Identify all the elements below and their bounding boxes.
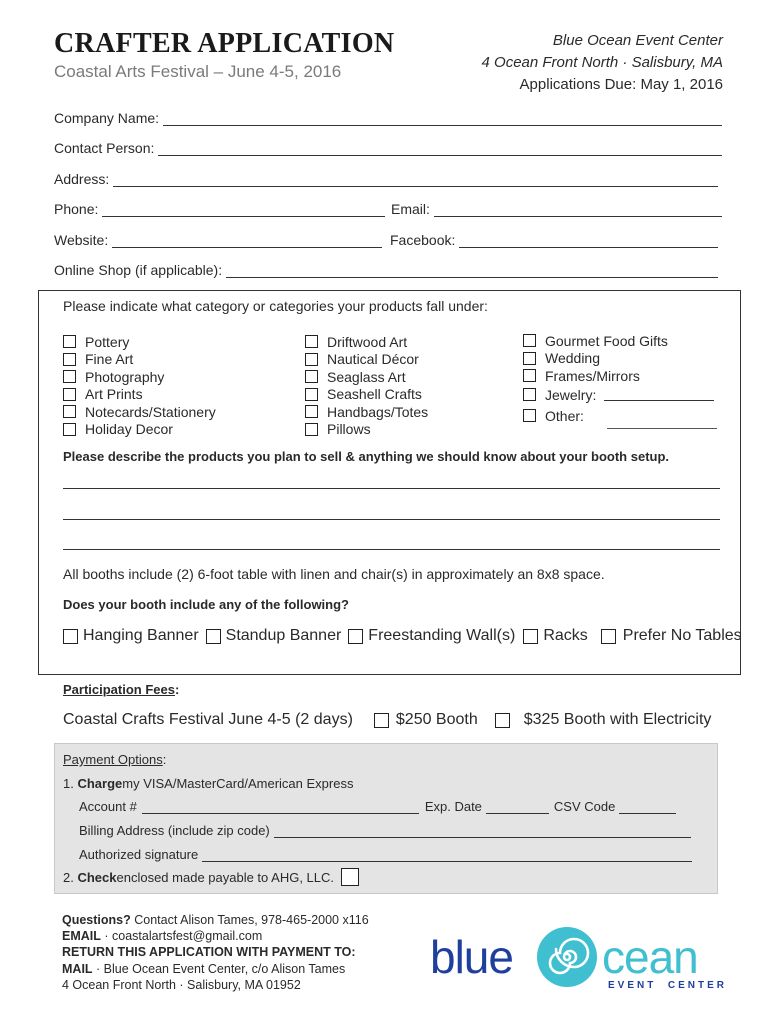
page-subtitle: Coastal Arts Festival – June 4-5, 2016 <box>54 62 342 81</box>
return-line: RETURN THIS APPLICATION WITH PAYMENT TO: <box>62 945 356 960</box>
category-item[interactable]: Driftwood Art <box>305 333 428 351</box>
checkbox[interactable] <box>523 629 538 644</box>
category-item[interactable]: Art Prints <box>63 386 216 404</box>
checkbox[interactable] <box>348 629 363 644</box>
online-shop-input-line[interactable] <box>226 264 718 278</box>
address-input-line[interactable] <box>113 173 718 187</box>
payment-heading-wrap: Payment Options : <box>63 752 167 767</box>
venue-name: Blue Ocean Event Center <box>552 32 723 49</box>
facebook-field[interactable] <box>390 232 718 248</box>
checkbox[interactable] <box>305 370 318 383</box>
other-input-line[interactable] <box>607 428 717 429</box>
booth-question: Does your booth include any of the following? <box>63 597 349 612</box>
category-column-1 <box>63 333 216 438</box>
category-item[interactable]: Seaglass Art <box>305 368 428 386</box>
payment-panel <box>54 743 718 894</box>
csv-label: CSV Code <box>553 799 616 814</box>
website-field[interactable] <box>54 232 382 248</box>
category-item[interactable]: Gourmet Food Gifts <box>523 332 714 350</box>
questions-line: Questions? Contact Alison Tames, 978-465-2000 x116 <box>62 913 369 927</box>
website-facebook-row <box>54 228 718 248</box>
category-item-other[interactable]: Other: <box>523 405 714 427</box>
category-item[interactable]: Seashell Crafts <box>305 386 428 404</box>
category-item[interactable]: Frames/Mirrors <box>523 367 714 385</box>
checkbox[interactable] <box>63 405 76 418</box>
fee-option-325: $325 Booth with Electricity <box>523 711 712 728</box>
billing-label: Billing Address (include zip code) <box>79 823 270 838</box>
booth-option: Standup Banner <box>225 627 342 644</box>
signature-input-line[interactable] <box>202 850 692 862</box>
contact-label: Contact Person: <box>54 140 155 156</box>
phone-input-line[interactable] <box>102 203 385 217</box>
checkbox[interactable] <box>305 353 318 366</box>
checkbox[interactable] <box>374 713 389 728</box>
fees-row <box>63 711 711 729</box>
checkbox[interactable] <box>601 629 616 644</box>
csv-input-line[interactable] <box>619 802 676 814</box>
jewelry-input-line[interactable] <box>604 389 714 401</box>
checkbox[interactable] <box>305 405 318 418</box>
checkbox[interactable] <box>206 629 221 644</box>
email-label: Email: <box>391 201 430 217</box>
checkbox[interactable] <box>523 334 536 347</box>
contact-input-line[interactable] <box>158 142 722 156</box>
blue-ocean-logo <box>430 922 728 997</box>
category-item[interactable]: Handbags/Totes <box>305 403 428 421</box>
exp-label: Exp. Date <box>424 799 482 814</box>
checkbox[interactable] <box>523 409 536 422</box>
checkbox[interactable] <box>305 388 318 401</box>
category-prompt: Please indicate what category or categories your products fall under: <box>63 298 488 314</box>
mail-line: MAIL · Blue Ocean Event Center, c/o Alison Tames <box>62 961 346 976</box>
payment-heading: Payment Options <box>63 752 163 767</box>
signature-label: Authorized signature <box>79 847 199 862</box>
checkbox[interactable] <box>523 352 536 365</box>
checkbox[interactable] <box>63 629 78 644</box>
checkbox[interactable] <box>63 423 76 436</box>
facebook-label: Facebook: <box>390 232 456 248</box>
checkbox[interactable] <box>523 369 536 382</box>
category-item[interactable]: Notecards/Stationery <box>63 403 216 421</box>
billing-row <box>79 823 691 838</box>
describe-line-2[interactable] <box>63 519 720 520</box>
phone-email-row <box>54 197 722 217</box>
fees-heading: Participation Fees <box>63 682 175 697</box>
logo-tagline: EVENT CENTER <box>608 980 728 991</box>
address-label: Address: <box>54 171 110 187</box>
online-shop-label: Online Shop (if applicable): <box>54 262 223 278</box>
category-item-jewelry[interactable]: Jewelry: <box>523 385 714 405</box>
page-title: CRAFTER APPLICATION <box>54 28 395 59</box>
category-item[interactable]: Holiday Decor <box>63 421 216 439</box>
booth-options-row <box>63 627 742 645</box>
billing-input-line[interactable] <box>274 826 691 838</box>
website-label: Website: <box>54 232 109 248</box>
email-field[interactable] <box>391 201 722 217</box>
email-line: EMAIL · coastalartsfest@gmail.com <box>62 929 263 944</box>
charge-option: 1. Charge my VISA/MasterCard/American Express <box>63 776 354 791</box>
mail-address-line: 4 Ocean Front North · Salisbury, MA 01952 <box>62 977 301 992</box>
category-column-2 <box>305 333 428 438</box>
checkbox[interactable] <box>305 423 318 436</box>
booth-option: Prefer No Tables <box>622 627 742 644</box>
booth-option: Hanging Banner <box>83 627 199 644</box>
fees-event: Coastal Crafts Festival June 4-5 (2 days) <box>63 711 353 728</box>
address-field[interactable] <box>54 167 718 187</box>
phone-label: Phone: <box>54 201 99 217</box>
checkbox[interactable] <box>523 388 536 401</box>
contact-field[interactable] <box>54 136 722 156</box>
category-item[interactable]: Photography <box>63 368 216 386</box>
shell-icon <box>534 924 600 990</box>
checkbox[interactable] <box>495 713 510 728</box>
due-date: Applications Due: May 1, 2016 <box>519 76 723 93</box>
category-item[interactable]: Pillows <box>305 421 428 439</box>
fees-heading-wrap: Participation Fees: <box>63 682 180 697</box>
venue-address: 4 Ocean Front North · Salisbury, MA <box>481 54 723 71</box>
venue-block <box>482 30 723 96</box>
booth-option: Racks <box>543 627 588 644</box>
checkbox[interactable] <box>63 370 76 383</box>
describe-line-3[interactable] <box>63 549 720 550</box>
checkbox[interactable] <box>63 335 76 348</box>
facebook-input-line[interactable] <box>459 234 718 248</box>
footer-contact <box>62 912 369 993</box>
account-label: Account # <box>79 799 137 814</box>
online-shop-field[interactable] <box>54 258 718 278</box>
company-label: Company Name: <box>54 110 160 126</box>
category-column-3 <box>523 332 714 427</box>
company-field[interactable] <box>54 106 722 126</box>
checkbox[interactable] <box>63 388 76 401</box>
account-row <box>79 799 691 814</box>
category-item[interactable]: Pottery <box>63 333 216 351</box>
logo-word-ocean: cean <box>602 931 698 983</box>
booth-info: All booths include (2) 6-foot table with linen and chair(s) in approximately an 8x8 space. <box>63 566 605 582</box>
describe-prompt: Please describe the products you plan to sell & anything we should know about your booth setup. <box>63 449 670 464</box>
checkbox[interactable] <box>63 353 76 366</box>
checkbox[interactable] <box>341 868 359 886</box>
fee-option-250: $250 Booth <box>395 711 478 728</box>
exp-input-line[interactable] <box>486 802 549 814</box>
checkbox[interactable] <box>305 335 318 348</box>
company-input-line[interactable] <box>163 112 722 126</box>
website-input-line[interactable] <box>112 234 382 248</box>
describe-line-1[interactable] <box>63 488 720 489</box>
signature-row <box>79 847 692 862</box>
account-input-line[interactable] <box>142 802 419 814</box>
email-input-line[interactable] <box>434 203 722 217</box>
booth-option: Freestanding Wall(s) <box>368 627 516 644</box>
logo-word-blue: blue <box>430 931 513 983</box>
category-item[interactable]: Wedding <box>523 350 714 368</box>
category-item[interactable]: Fine Art <box>63 351 216 369</box>
check-option: 2. Check enclosed made payable to AHG, LLC. <box>63 868 359 886</box>
phone-field[interactable] <box>54 201 385 217</box>
category-item[interactable]: Nautical Décor <box>305 351 428 369</box>
